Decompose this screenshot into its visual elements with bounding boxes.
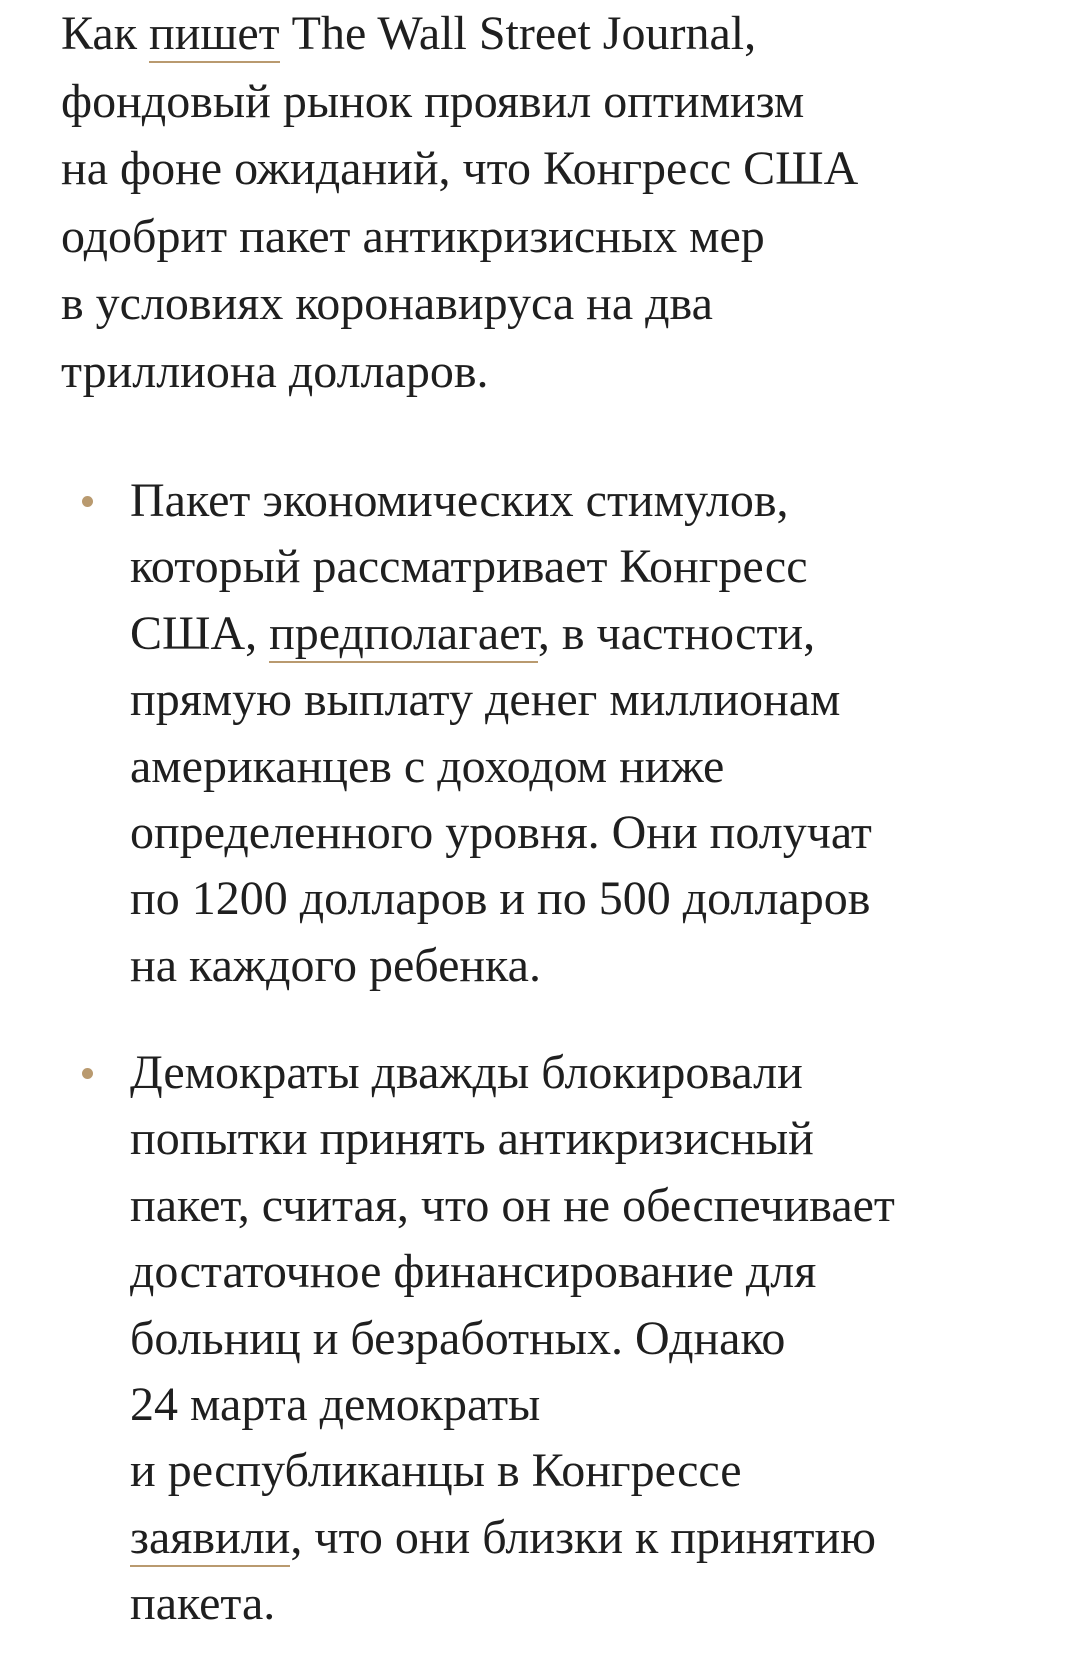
text-line: пакет, считая, что он не обеспечивает — [130, 1178, 895, 1232]
text-line: достаточное финансирование для — [130, 1245, 817, 1299]
text-line: попытки принять антикризисный — [130, 1112, 814, 1166]
text-line: США, предполагает, в частности, — [130, 601, 1050, 667]
text-line: и республиканцы в Конгрессе — [130, 1444, 742, 1498]
link-predpolagaet[interactable]: предполагает — [269, 607, 538, 663]
text-line: пакета. — [130, 1577, 276, 1631]
text-line: одобрит пакет антикризисных мер — [61, 209, 765, 263]
bullet-dot-icon — [82, 1068, 93, 1079]
text-line: по 1200 долларов и по 500 долларов — [130, 872, 871, 926]
text-line: определенного уровня. Они получат — [130, 806, 872, 860]
text-line: Как пишет The Wall Street Journal, — [61, 0, 1041, 68]
text-line: американцев с доходом ниже — [130, 739, 725, 793]
text-line: который рассматривает Конгресс — [130, 540, 808, 594]
text-line: триллиона долларов. — [61, 344, 489, 398]
text-line: в условиях коронавируса на два — [61, 277, 713, 330]
text-line: Пакет экономических стимулов, — [130, 474, 789, 527]
text-line: Демократы дважды блокировали — [130, 1046, 803, 1099]
text-line: фондовый рынок проявил оптимизм — [61, 74, 805, 128]
text-line: прямую выплату денег миллионам — [130, 673, 841, 727]
text-line: на фоне ожиданий, что Конгресс США — [61, 142, 859, 195]
link-pishet[interactable]: пишет — [149, 7, 280, 63]
text-line: больниц и безработных. Однако — [130, 1311, 786, 1365]
list-item — [130, 468, 1050, 999]
bullet-dot-icon — [82, 496, 93, 507]
text-line: 24 марта демократы — [130, 1378, 541, 1432]
text-line: на каждого ребенка. — [130, 938, 541, 992]
text-line: заявили, что они близки к принятию — [130, 1505, 1050, 1571]
lead-paragraph — [61, 0, 1041, 405]
link-zayavili[interactable]: заявили — [130, 1511, 290, 1567]
list-item — [130, 1040, 1050, 1638]
